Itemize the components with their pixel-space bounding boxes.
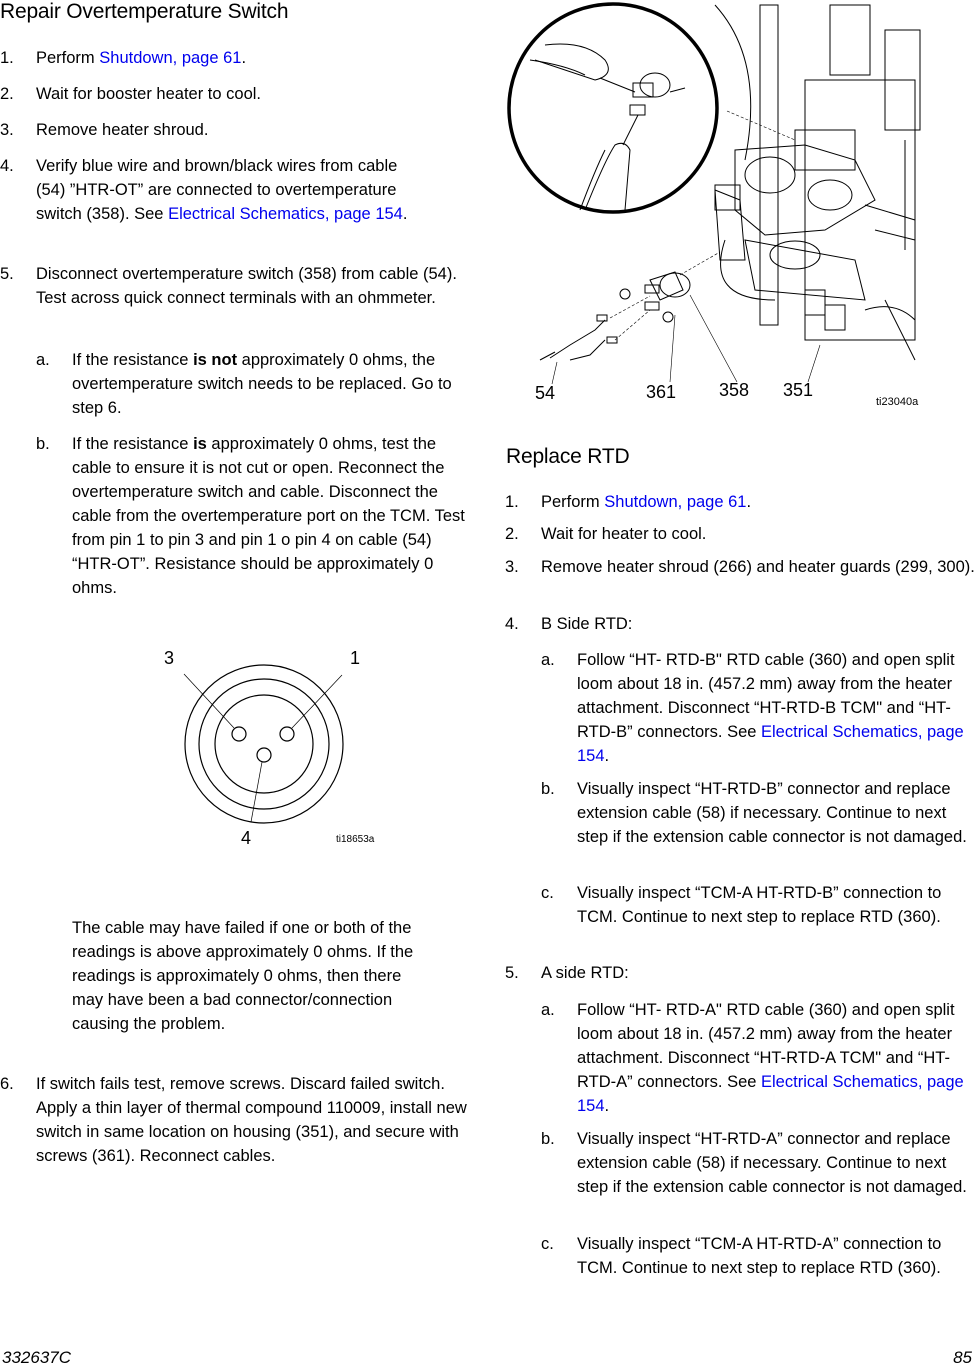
pin-4 <box>257 748 271 762</box>
electrical-schematics-link[interactable]: Electrical Schematics, page 154 <box>577 723 964 765</box>
pin-1 <box>280 727 294 741</box>
pin-3 <box>232 727 246 741</box>
callout-358: 358 <box>719 380 750 400</box>
shutdown-link[interactable]: Shutdown, page 61 <box>99 49 242 67</box>
section-title-overtemp: Repair Overtemperature Switch <box>0 0 289 23</box>
b-side-substep-b: b. Visually inspect “HT-RTD-B” connector and replace extension cable (58) if necessary. Continue to next step if the extension cable connector is not damaged. <box>541 780 967 846</box>
callout-361: 361 <box>646 382 677 402</box>
a-side-substep-b: b. Visually inspect “HT-RTD-A” connector and replace extension cable (58) if necessary. Continue to next step if the extension cable connector is not damaged. <box>541 1130 967 1196</box>
electrical-schematics-link[interactable]: Electrical Schematics, page 154 <box>168 205 403 223</box>
shutdown-link[interactable]: Shutdown, page 61 <box>604 493 747 511</box>
step-1: 1. Perform Shutdown, page 61. <box>0 49 247 67</box>
substep-5a: a. If the resistance is not approximately 0 ohms, the overtemperature switch needs to be replaced. Go to step 6. <box>36 351 452 417</box>
step-3: 3. Remove heater shroud. <box>0 121 209 139</box>
step-6: 6. If switch fails test, remove screws. Discard failed switch. Apply a thin layer of thermal compound 110009, install new switch in same location on housing (351), and secure with screws (361). Reconnect cables. <box>0 1075 467 1165</box>
step-2: 2. Wait for booster heater to cool. <box>0 85 261 103</box>
substep-5b: b. If the resistance is approximately 0 ohms, test the cable to ensure it is not cut or open. Reconnect the overtemperature switch and cable. Disconnect the cable from the overtemperature port on the TCM. Test from pin 1 to pin 3 and pin 1 o pin 4 on cable (54) “HTR-OT”. Resistance should be approximately 0 ohms. <box>36 435 465 597</box>
rtd-step-4: 4. B Side RTD: <box>505 615 633 633</box>
pin-label-3: 3 <box>164 648 175 668</box>
rtd-step-2: 2. Wait for heater to cool. <box>505 525 707 543</box>
callout-54: 54 <box>535 383 556 403</box>
a-side-substep-a: a. Follow “HT- RTD-A" RTD cable (360) and open split loom about 18 in. (457.2 mm) away from the heater attachment. Disconnect “HT-RTD-A TCM" and “HT-RTD-A” connectors. See Electrical Schematics, page 154. <box>541 1001 964 1115</box>
page-number: 85 <box>953 1348 972 1367</box>
pin-label-4: 4 <box>241 828 252 848</box>
overtemp-switch-figure <box>505 0 925 412</box>
section-title-replace-rtd: Replace RTD <box>506 445 630 468</box>
figure-id: ti18653a <box>336 834 375 845</box>
figure-id: ti23040a <box>876 396 919 408</box>
document-number: 332637C <box>2 1348 72 1367</box>
b-side-substep-a: a. Follow “HT- RTD-B" RTD cable (360) and open split loom about 18 in. (457.2 mm) away from the heater attachment. Disconnect “HT-RTD-B TCM" and “HT-RTD-B” connectors. See Electrical Schematics, page 154. <box>541 651 964 765</box>
callout-351: 351 <box>783 380 814 400</box>
electrical-schematics-link[interactable]: Electrical Schematics, page 154 <box>577 1073 964 1115</box>
step-4: 4. Verify blue wire and brown/black wires from cable (54) ”HTR-OT” are connected to overtemperature switch (358). See Electrical Schematics, page 154. <box>0 157 408 223</box>
connector-pin-figure <box>150 640 410 860</box>
b-side-substep-c: c. Visually inspect “TCM-A HT-RTD-B” connection to TCM. Continue to next step to replace RTD (360). <box>541 884 942 926</box>
pin-label-1: 1 <box>350 648 361 668</box>
cable-failure-note: The cable may have failed if one or both of the readings is above approximately 0 ohms. If the readings is approximately 0 ohms, then there may have been a bad connector/connection causing the problem. <box>72 919 414 1033</box>
rtd-step-5: 5. A side RTD: <box>505 964 629 982</box>
a-side-substep-c: c. Visually inspect “TCM-A HT-RTD-A” connection to TCM. Continue to next step to replace RTD (360). <box>541 1235 942 1277</box>
step-5: 5. Disconnect overtemperature switch (358) from cable (54). Test across quick connect terminals with an ohmmeter. <box>0 265 457 307</box>
rtd-step-3: 3. Remove heater shroud (266) and heater guards (299, 300). <box>505 558 975 576</box>
rtd-step-1: 1. Perform Shutdown, page 61. <box>505 493 752 511</box>
